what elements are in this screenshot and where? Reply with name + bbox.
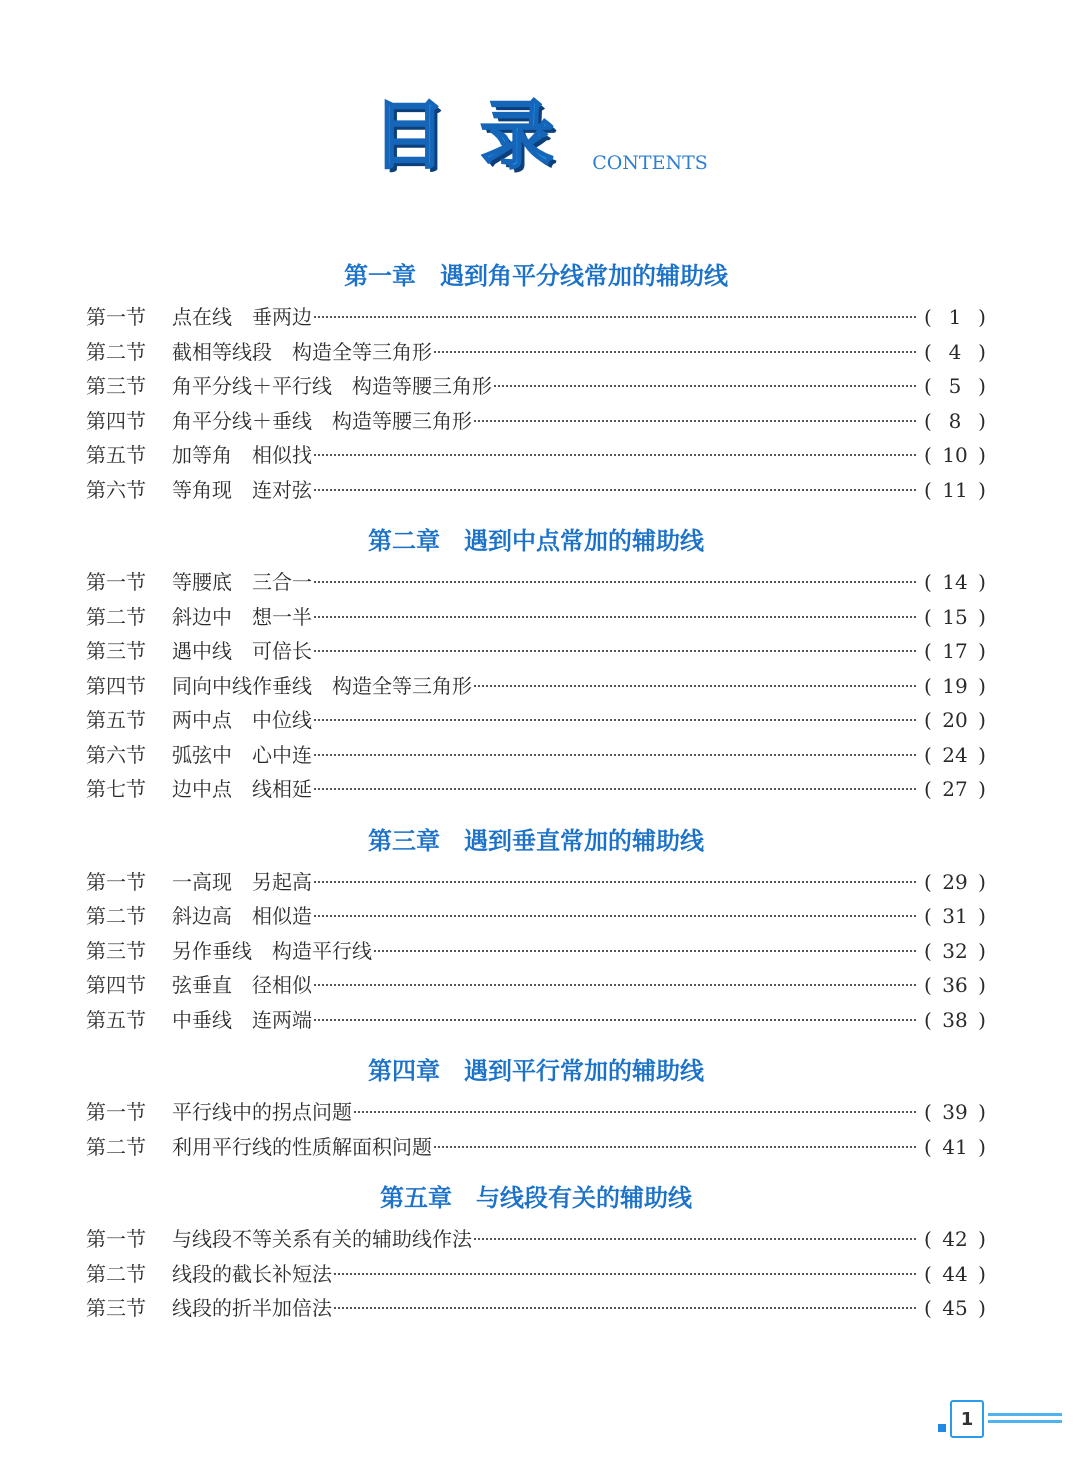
page-ref xyxy=(924,473,986,508)
section-number: 第二节 xyxy=(86,339,146,364)
section-title: 另作垂线 构造平行线 xyxy=(172,938,372,963)
section-title: 截相等线段 构造全等三角形 xyxy=(172,339,432,364)
page-ref xyxy=(924,703,986,738)
dot-leader xyxy=(314,788,916,790)
page-ref xyxy=(924,1222,986,1257)
paren-open: ( xyxy=(924,1296,932,1320)
page-ref xyxy=(924,438,986,473)
chapter-entries xyxy=(86,1095,986,1164)
page-ref-number: 19 xyxy=(942,673,968,698)
dot-leader xyxy=(474,685,916,687)
section-number: 第一节 xyxy=(86,1100,146,1124)
paren-close: ) xyxy=(978,973,986,997)
section-title: 利用平行线的性质解面积问题 xyxy=(172,1134,432,1159)
chapter-title[interactable]: 第五章 与线段有关的辅助线 xyxy=(380,1183,692,1212)
paren-close: ) xyxy=(978,374,986,398)
page-ref xyxy=(924,300,986,335)
paren-close: ) xyxy=(978,708,986,732)
page-ref-number: 11 xyxy=(942,477,968,502)
page-ref xyxy=(924,634,986,669)
page-ref-number: 36 xyxy=(942,973,968,997)
section-title: 边中点 线相延 xyxy=(172,777,312,801)
page-ref xyxy=(924,600,986,635)
page-ref xyxy=(924,369,986,404)
section-title: 等腰底 三合一 xyxy=(172,570,312,594)
section-title: 弦垂直 径相似 xyxy=(172,973,312,997)
section-title: 平行线中的拐点问题 xyxy=(172,1100,352,1124)
section-title: 斜边中 想一半 xyxy=(172,604,312,629)
paren-close: ) xyxy=(978,777,986,801)
dot-leader xyxy=(314,616,916,618)
section-title: 两中点 中位线 xyxy=(172,708,312,732)
page-ref xyxy=(924,968,986,1003)
paren-open: ( xyxy=(924,973,932,997)
paren-open: ( xyxy=(924,904,932,928)
section-number: 第三节 xyxy=(86,1296,146,1320)
page-ref-number: 17 xyxy=(942,639,968,663)
dot-leader xyxy=(354,1111,916,1113)
section-title: 加等角 相似找 xyxy=(172,443,312,467)
dot-leader xyxy=(314,915,916,917)
paren-close: ) xyxy=(978,869,986,894)
toc-entry[interactable] xyxy=(86,565,986,600)
page-ref xyxy=(924,1257,986,1292)
toc-entry[interactable] xyxy=(86,473,986,508)
section-number: 第五节 xyxy=(86,1007,146,1032)
paren-open: ( xyxy=(924,639,932,663)
page-ref xyxy=(924,1130,986,1165)
section-title: 与线段不等关系有关的辅助线作法 xyxy=(172,1227,472,1251)
page-ref xyxy=(924,335,986,370)
section-number: 第二节 xyxy=(86,1261,146,1286)
page-ref xyxy=(924,1291,986,1326)
paren-open: ( xyxy=(924,1100,932,1124)
paren-close: ) xyxy=(978,938,986,963)
chapter-block xyxy=(86,258,986,507)
paren-open: ( xyxy=(924,708,932,732)
dot-leader xyxy=(334,1307,916,1309)
paren-close: ) xyxy=(978,339,986,364)
chapter-block xyxy=(86,523,986,807)
paren-close: ) xyxy=(978,904,986,928)
dot-leader xyxy=(374,950,916,952)
chapter-block xyxy=(86,1180,986,1326)
section-number: 第一节 xyxy=(86,1227,146,1251)
toc-entry[interactable] xyxy=(86,300,986,335)
dot-leader xyxy=(314,881,916,883)
page-ref xyxy=(924,669,986,704)
paren-open: ( xyxy=(924,339,932,364)
section-title: 线段的截长补短法 xyxy=(172,1261,332,1286)
toc-entry[interactable] xyxy=(86,600,986,635)
paren-close: ) xyxy=(978,443,986,467)
paren-close: ) xyxy=(978,1100,986,1124)
dot-leader xyxy=(314,719,916,721)
chapter-entries xyxy=(86,300,986,507)
decorative-line xyxy=(988,1420,1062,1423)
toc-entry[interactable] xyxy=(86,738,986,773)
page-number: 1 xyxy=(950,1400,984,1438)
dot-leader xyxy=(314,754,916,756)
dot-leader xyxy=(494,385,916,387)
paren-open: ( xyxy=(924,1134,932,1159)
section-number: 第二节 xyxy=(86,604,146,629)
paren-close: ) xyxy=(978,477,986,502)
dot-leader xyxy=(314,454,916,456)
section-number: 第一节 xyxy=(86,305,146,329)
section-title: 点在线 垂两边 xyxy=(172,305,312,329)
page-ref xyxy=(924,934,986,969)
page-ref-number: 39 xyxy=(942,1100,968,1124)
dot-leader xyxy=(334,1273,916,1275)
page-ref xyxy=(924,899,986,934)
paren-open: ( xyxy=(924,673,932,698)
section-title: 遇中线 可倍长 xyxy=(172,639,312,663)
chapter-title[interactable]: 第四章 遇到平行常加的辅助线 xyxy=(368,1056,704,1085)
section-number: 第四节 xyxy=(86,973,146,997)
page-ref xyxy=(924,1095,986,1130)
section-title: 线段的折半加倍法 xyxy=(172,1296,332,1320)
paren-close: ) xyxy=(978,604,986,629)
section-title: 中垂线 连两端 xyxy=(172,1007,312,1032)
paren-open: ( xyxy=(924,1261,932,1286)
dot-leader xyxy=(434,351,916,353)
paren-open: ( xyxy=(924,742,932,767)
page-ref-number: 41 xyxy=(942,1134,968,1159)
page-ref xyxy=(924,404,986,439)
section-number: 第六节 xyxy=(86,742,146,767)
toc-entry[interactable] xyxy=(86,1257,986,1292)
toc-entry[interactable] xyxy=(86,438,986,473)
section-number: 第四节 xyxy=(86,673,146,698)
dot-leader xyxy=(474,1238,916,1240)
chapter-title[interactable]: 第三章 遇到垂直常加的辅助线 xyxy=(368,825,704,855)
section-number: 第三节 xyxy=(86,938,146,963)
toc-entry[interactable] xyxy=(86,404,986,439)
toc-entry[interactable] xyxy=(86,369,986,404)
paren-close: ) xyxy=(978,1134,986,1159)
toc-entry[interactable] xyxy=(86,1130,986,1165)
section-title: 角平分线＋垂线 构造等腰三角形 xyxy=(172,408,472,433)
toc-entry[interactable] xyxy=(86,1003,986,1038)
section-number: 第四节 xyxy=(86,408,146,433)
page-ref xyxy=(924,772,986,807)
paren-open: ( xyxy=(924,938,932,963)
paren-close: ) xyxy=(978,1296,986,1320)
paren-close: ) xyxy=(978,673,986,698)
paren-open: ( xyxy=(924,477,932,502)
dot-leader xyxy=(314,1019,916,1021)
page-ref-number: 15 xyxy=(942,604,968,629)
dot-leader xyxy=(314,984,916,986)
page-ref-number: 38 xyxy=(942,1007,968,1032)
paren-close: ) xyxy=(978,1227,986,1251)
paren-open: ( xyxy=(924,408,932,433)
page-ref-number: 4 xyxy=(948,339,962,364)
page-ref-number: 44 xyxy=(942,1261,968,1286)
dot-leader xyxy=(474,420,916,422)
section-number: 第七节 xyxy=(86,777,146,801)
section-number: 第五节 xyxy=(86,708,146,732)
page-number-marker xyxy=(938,1398,1062,1438)
page-ref-number: 20 xyxy=(942,708,968,732)
page-ref-number: 5 xyxy=(948,374,962,398)
page-subtitle: CONTENTS xyxy=(592,152,708,174)
section-title: 同向中线作垂线 构造全等三角形 xyxy=(172,673,472,698)
paren-open: ( xyxy=(924,570,932,594)
toc-entry[interactable] xyxy=(86,335,986,370)
paren-open: ( xyxy=(924,1227,932,1251)
page-ref-number: 29 xyxy=(942,869,968,894)
paren-open: ( xyxy=(924,777,932,801)
section-number: 第一节 xyxy=(86,869,146,894)
toc-entry[interactable] xyxy=(86,1222,986,1257)
page-ref-number: 45 xyxy=(942,1296,968,1320)
toc-entry[interactable] xyxy=(86,703,986,738)
paren-open: ( xyxy=(924,604,932,629)
paren-open: ( xyxy=(924,1007,932,1032)
decorative-line xyxy=(988,1413,1062,1416)
decorative-square xyxy=(938,1424,946,1432)
page-ref-number: 42 xyxy=(942,1227,968,1251)
toc-entry[interactable] xyxy=(86,899,986,934)
toc-entry[interactable] xyxy=(86,1291,986,1326)
chapter-title[interactable]: 第二章 遇到中点常加的辅助线 xyxy=(368,526,704,555)
section-number: 第二节 xyxy=(86,904,146,928)
section-number: 第一节 xyxy=(86,570,146,594)
dot-leader xyxy=(434,1146,916,1148)
section-number: 第六节 xyxy=(86,477,146,502)
chapter-entries xyxy=(86,565,986,807)
section-number: 第二节 xyxy=(86,1134,146,1159)
paren-close: ) xyxy=(978,570,986,594)
toc-entry[interactable] xyxy=(86,669,986,704)
page-ref-number: 10 xyxy=(942,443,968,467)
table-of-contents xyxy=(86,258,986,1326)
chapter-block xyxy=(86,1053,986,1164)
page-ref-number: 1 xyxy=(948,305,962,329)
paren-close: ) xyxy=(978,305,986,329)
chapter-entries xyxy=(86,1222,986,1326)
toc-entry[interactable] xyxy=(86,634,986,669)
section-title: 弧弦中 心中连 xyxy=(172,742,312,767)
toc-entry[interactable] xyxy=(86,968,986,1003)
paren-close: ) xyxy=(978,1261,986,1286)
paren-close: ) xyxy=(978,408,986,433)
section-number: 第三节 xyxy=(86,639,146,663)
paren-close: ) xyxy=(978,639,986,663)
section-title: 角平分线＋平行线 构造等腰三角形 xyxy=(172,374,492,398)
page-ref-number: 32 xyxy=(942,938,968,963)
dot-leader xyxy=(314,581,916,583)
page-title: 目录 xyxy=(372,93,589,179)
page-ref xyxy=(924,865,986,900)
page-heading xyxy=(0,92,1080,180)
section-title: 一高现 另起高 xyxy=(172,869,312,894)
section-title: 斜边高 相似造 xyxy=(172,904,312,928)
dot-leader xyxy=(314,316,916,318)
page-ref xyxy=(924,1003,986,1038)
page-ref-number: 27 xyxy=(942,777,968,801)
page-ref-number: 24 xyxy=(942,742,968,767)
chapter-entries xyxy=(86,865,986,1038)
section-title: 等角现 连对弦 xyxy=(172,477,312,502)
chapter-title[interactable]: 第一章 遇到角平分线常加的辅助线 xyxy=(344,261,728,290)
page-ref-number: 8 xyxy=(948,408,962,433)
section-number: 第五节 xyxy=(86,443,146,467)
paren-close: ) xyxy=(978,742,986,767)
toc-entry[interactable] xyxy=(86,772,986,807)
page-ref-number: 31 xyxy=(942,904,968,928)
page-ref xyxy=(924,738,986,773)
page-ref-number: 14 xyxy=(942,570,968,594)
paren-open: ( xyxy=(924,443,932,467)
chapter-block xyxy=(86,823,986,1038)
section-number: 第三节 xyxy=(86,374,146,398)
paren-close: ) xyxy=(978,1007,986,1032)
page-ref xyxy=(924,565,986,600)
paren-open: ( xyxy=(924,869,932,894)
dot-leader xyxy=(314,650,916,652)
dot-leader xyxy=(314,489,916,491)
paren-open: ( xyxy=(924,305,932,329)
toc-entry[interactable] xyxy=(86,865,986,900)
toc-entry[interactable] xyxy=(86,1095,986,1130)
toc-entry[interactable] xyxy=(86,934,986,969)
paren-open: ( xyxy=(924,374,932,398)
